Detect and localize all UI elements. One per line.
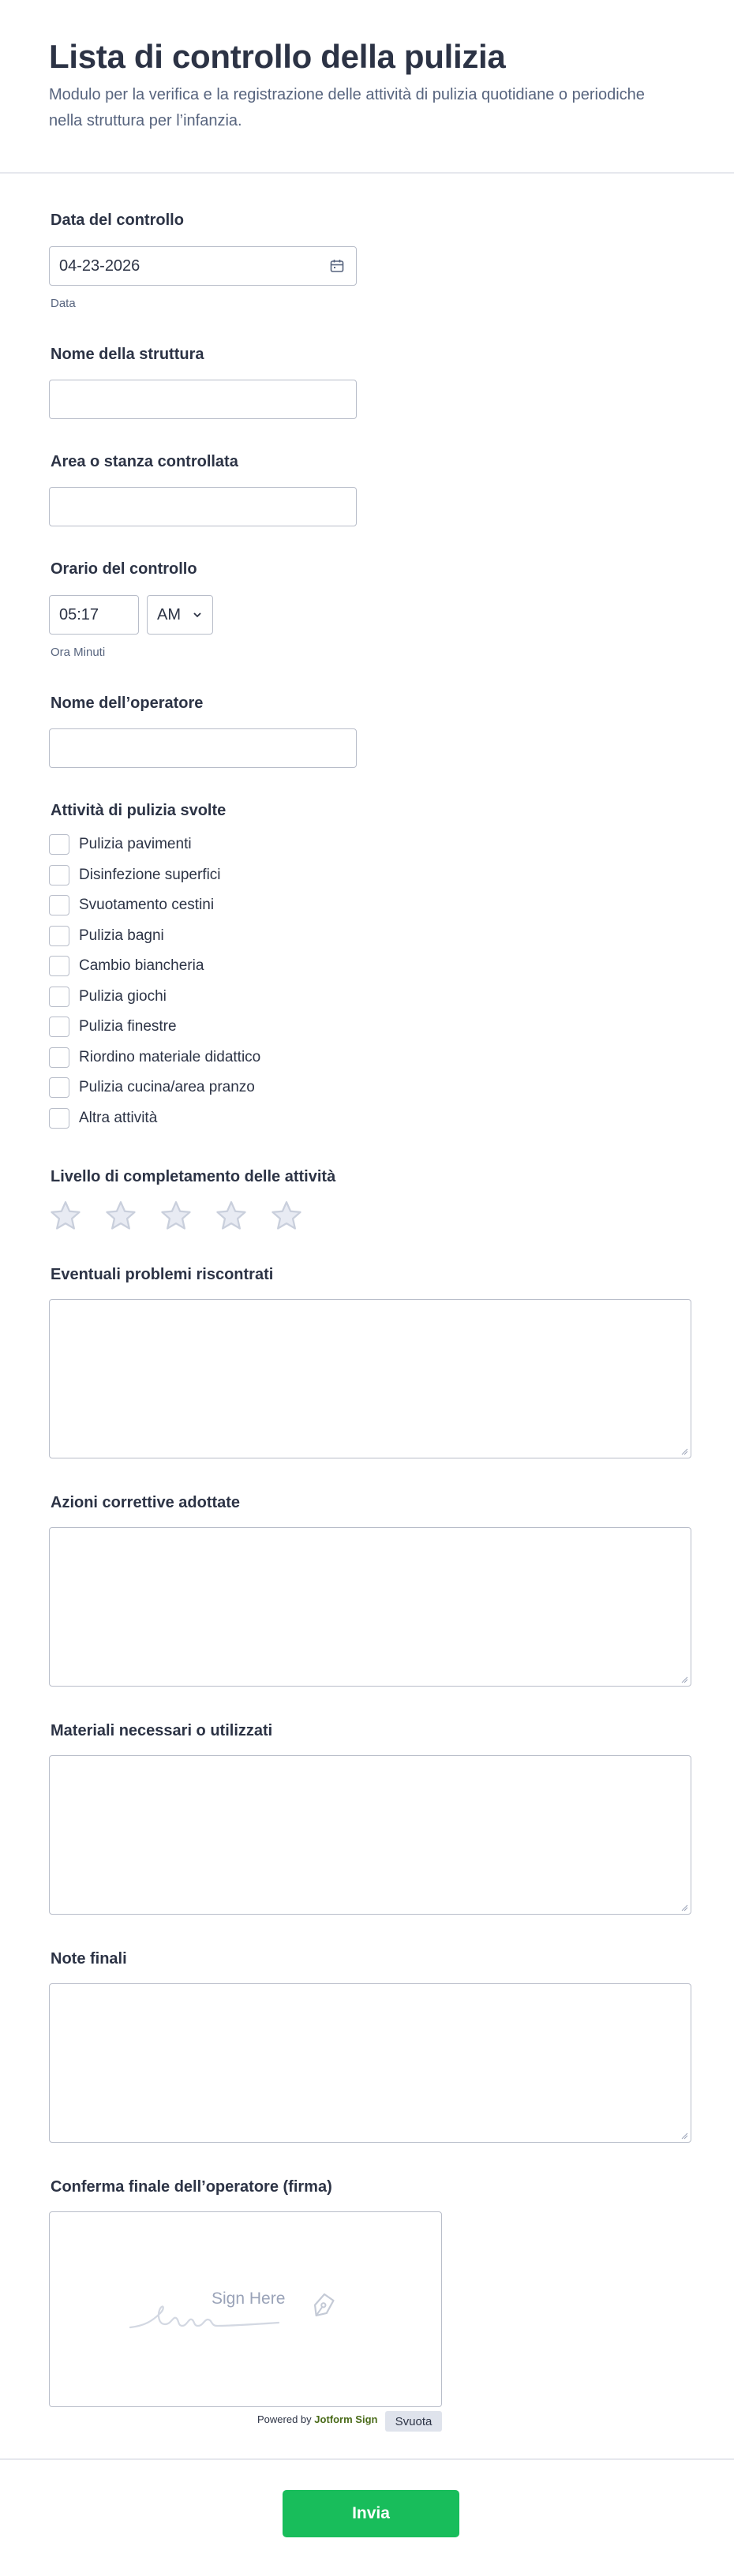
star-rating[interactable] bbox=[49, 1200, 325, 1233]
checkbox-label: Pulizia finestre bbox=[79, 1018, 177, 1035]
form-subtitle: Modulo per la verifica e la registrazione delle attività di pulizia quotidiane o periodiche nella struttura per l’infanzia. bbox=[49, 86, 645, 129]
time-label: Orario del controllo bbox=[51, 560, 197, 578]
checkbox-option[interactable] bbox=[49, 1077, 255, 1098]
ampm-select[interactable] bbox=[147, 595, 213, 635]
checkbox-label: Pulizia giochi bbox=[79, 987, 167, 1005]
checkbox-label: Riordino materiale didattico bbox=[79, 1048, 261, 1065]
star-icon[interactable] bbox=[104, 1200, 137, 1233]
date-label: Data del controllo bbox=[51, 212, 184, 229]
problems-label: Eventuali problemi riscontrati bbox=[51, 1266, 274, 1283]
facility-input[interactable] bbox=[49, 380, 357, 419]
checkbox-option[interactable] bbox=[49, 834, 192, 855]
checkbox[interactable] bbox=[49, 1108, 69, 1129]
signature-label: Conferma finale dell’operatore (firma) bbox=[51, 2178, 332, 2196]
materials-label: Materiali necessari o utilizzati bbox=[51, 1722, 273, 1739]
checkbox-option[interactable] bbox=[49, 865, 221, 886]
star-icon[interactable] bbox=[215, 1200, 248, 1233]
operator-input[interactable] bbox=[49, 728, 357, 768]
powered-by-brand: Jotform Sign bbox=[314, 2413, 378, 2425]
area-input[interactable] bbox=[49, 487, 357, 526]
materials-textarea[interactable] bbox=[49, 1755, 691, 1915]
checkbox-option[interactable] bbox=[49, 1047, 260, 1068]
resize-handle-icon[interactable] bbox=[680, 1904, 688, 1911]
checkbox-option[interactable] bbox=[49, 987, 167, 1007]
time-input[interactable]: 05:17 bbox=[49, 595, 139, 635]
checkbox-option[interactable] bbox=[49, 926, 164, 946]
time-sublabel: Ora Minuti bbox=[51, 646, 106, 659]
checkbox[interactable] bbox=[49, 895, 69, 915]
checkbox[interactable] bbox=[49, 1077, 69, 1098]
form-header bbox=[0, 0, 734, 174]
checkbox[interactable] bbox=[49, 865, 69, 886]
powered-by bbox=[257, 2413, 377, 2425]
date-input[interactable] bbox=[49, 246, 357, 286]
chevron-down-icon bbox=[192, 609, 203, 620]
submit-button[interactable]: Invia bbox=[283, 2490, 459, 2537]
star-icon[interactable] bbox=[159, 1200, 193, 1233]
calendar-icon[interactable] bbox=[329, 258, 345, 274]
rating-label: Livello di completamento delle attività bbox=[51, 1168, 336, 1185]
checkbox-option[interactable] bbox=[49, 956, 204, 976]
checkbox-option[interactable] bbox=[49, 1108, 157, 1129]
checkbox-label: Altra attività bbox=[79, 1109, 158, 1126]
activities-label: Attività di pulizia svolte bbox=[51, 802, 227, 819]
checkbox[interactable] bbox=[49, 834, 69, 855]
checkbox[interactable] bbox=[49, 926, 69, 946]
star-icon[interactable] bbox=[270, 1200, 303, 1233]
checkbox[interactable] bbox=[49, 1017, 69, 1037]
checkbox[interactable] bbox=[49, 1047, 69, 1068]
date-value: 04-23-2026 bbox=[59, 256, 140, 275]
checkbox-label: Pulizia bagni bbox=[79, 927, 164, 944]
resize-handle-icon[interactable] bbox=[680, 2132, 688, 2140]
sign-here-placeholder: Sign Here bbox=[212, 2290, 286, 2308]
checkbox-label: Pulizia cucina/area pranzo bbox=[79, 1079, 255, 1095]
checkbox-label: Pulizia pavimenti bbox=[79, 836, 192, 852]
checkbox-option[interactable] bbox=[49, 1017, 177, 1037]
notes-textarea[interactable] bbox=[49, 1983, 691, 2143]
signature-pad[interactable] bbox=[49, 2211, 442, 2407]
actions-textarea[interactable] bbox=[49, 1527, 691, 1687]
form-footer bbox=[0, 2458, 734, 2576]
problems-textarea[interactable] bbox=[49, 1299, 691, 1458]
checkbox[interactable] bbox=[49, 987, 69, 1007]
date-sublabel: Data bbox=[51, 297, 76, 310]
area-label: Area o stanza controllata bbox=[51, 453, 238, 470]
resize-handle-icon[interactable] bbox=[680, 1447, 688, 1455]
operator-label: Nome dell’operatore bbox=[51, 695, 204, 712]
clear-signature-button[interactable]: Svuota bbox=[385, 2411, 442, 2432]
checkbox-label: Cambio biancheria bbox=[79, 957, 204, 974]
powered-by-prefix: Powered by bbox=[257, 2413, 312, 2425]
star-icon[interactable] bbox=[49, 1200, 82, 1233]
actions-label: Azioni correttive adottate bbox=[51, 1494, 241, 1511]
ampm-value: AM bbox=[157, 605, 181, 623]
checkbox[interactable] bbox=[49, 956, 69, 976]
resize-handle-icon[interactable] bbox=[680, 1676, 688, 1683]
checkbox-label: Disinfezione superfici bbox=[79, 866, 221, 883]
checkbox-option[interactable] bbox=[49, 895, 214, 915]
notes-label: Note finali bbox=[51, 1950, 127, 1968]
checkbox-label: Svuotamento cestini bbox=[79, 897, 215, 913]
facility-label: Nome della struttura bbox=[51, 346, 204, 363]
form-title: Lista di controllo della pulizia bbox=[49, 38, 506, 75]
